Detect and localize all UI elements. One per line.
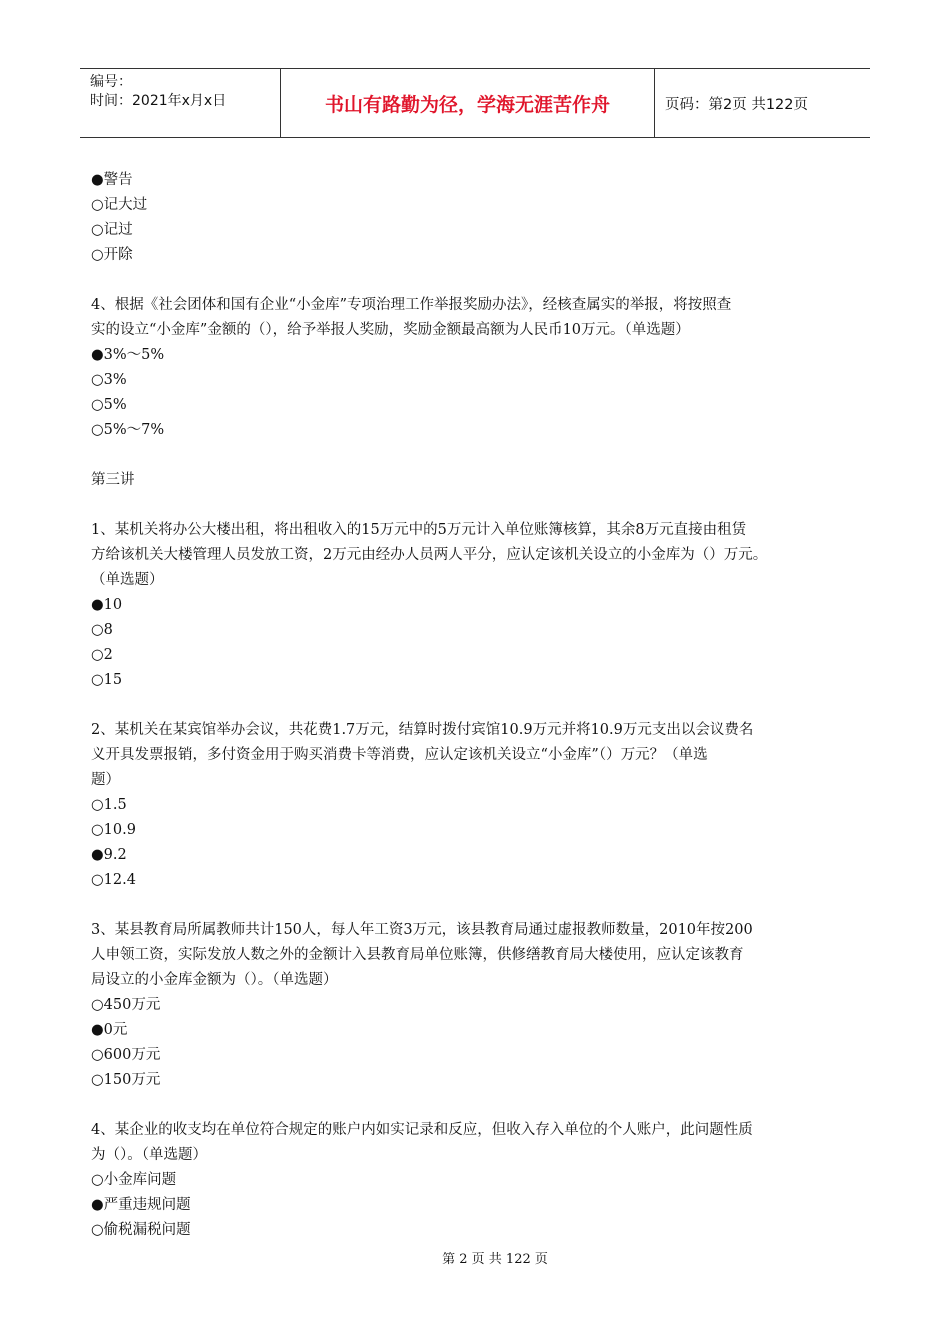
header-motto: 书山有路勤为径，学海无涯苦作舟 [281, 69, 655, 137]
question-text: 1、某机关将办公大楼出租，将出租收入的15万元中的5万元计入单位账簿核算，其余8万元直接由租赁 [91, 522, 747, 538]
question-text: 为（）。（单选题） [91, 1147, 207, 1163]
option: ●0元 [91, 1022, 128, 1038]
option: ○12.4 [91, 872, 136, 888]
question-text: 人申领工资，实际发放人数之外的金额计入县教育局单位账簿，供修缮教育局大楼使用，应认定该教育 [91, 947, 744, 963]
option: ●10 [91, 597, 123, 613]
option: ○小金库问题 [91, 1172, 177, 1188]
option: ●严重违规问题 [91, 1197, 191, 1213]
question-text: 2、某机关在某宾馆举办会议，共花费1.7万元，结算时拨付宾馆10.9万元并将10.9万元支出以会议费名 [91, 722, 754, 738]
header-page-info: 页码：第2页 共122页 [665, 96, 809, 113]
option: ○150万元 [91, 1072, 161, 1088]
option: ○开除 [91, 247, 133, 263]
option: ●3%～5% [91, 347, 165, 363]
option: ○450万元 [91, 997, 161, 1013]
question-text: 4、某企业的收支均在单位符合规定的账户内如实记录和反应，但收入存入单位的个人账户，此问题性质 [91, 1122, 753, 1138]
question-4 [91, 293, 871, 443]
time-label: 时间：2021年x月x日 [90, 93, 227, 109]
option: ○3% [91, 372, 127, 388]
question-text: 局设立的小金库金额为（）。（单选题） [91, 972, 338, 988]
option: ○1.5 [91, 797, 127, 813]
option: ○10.9 [91, 822, 136, 838]
option: ●9.2 [91, 847, 127, 863]
page-header [80, 68, 870, 138]
page-footer: 第 2 页 共 122 页 [442, 1252, 548, 1267]
document-body [91, 168, 871, 1243]
option: ○15 [91, 672, 123, 688]
number-label: 编号： [90, 74, 132, 90]
option: ○5%～7% [91, 422, 165, 438]
option: ○5% [91, 397, 127, 413]
option: ○记大过 [91, 197, 148, 213]
prev-question-options [91, 168, 871, 268]
question-text: 3、某县教育局所属教师共计150人，每人年工资3万元，该县教育局通过虚报教师数量，2010年按200 [91, 922, 753, 938]
option: ○记过 [91, 222, 133, 238]
question-text: 实的设立“小金库”金额的（），给予举报人奖励，奖励金额最高额为人民币10万元。（单选题） [91, 322, 690, 338]
header-meta [80, 69, 281, 137]
question-text: 义开具发票报销，多付资金用于购买消费卡等消费，应认定该机关设立“小金库”（）万元？（单选 [91, 747, 708, 763]
option: ○8 [91, 622, 113, 638]
section3-question-2 [91, 718, 871, 893]
option: ○600万元 [91, 1047, 161, 1063]
section3-question-1 [91, 518, 871, 693]
section-title: 第三讲 [91, 472, 135, 488]
question-text: 方给该机关大楼管理人员发放工资，2万元由经办人员两人平分，应认定该机关设立的小金库为（）万元。 [91, 547, 768, 563]
option: ●警告 [91, 172, 133, 188]
question-text: （单选题） [91, 572, 164, 588]
section3-question-3 [91, 918, 871, 1093]
option: ○偷税漏税问题 [91, 1222, 191, 1238]
question-text: 题） [91, 772, 120, 788]
question-text: 4、根据《社会团体和国有企业“小金库”专项治理工作举报奖励办法》，经核查属实的举报，将按照查 [91, 297, 732, 313]
option: ○2 [91, 647, 113, 663]
section3-question-4 [91, 1118, 871, 1243]
